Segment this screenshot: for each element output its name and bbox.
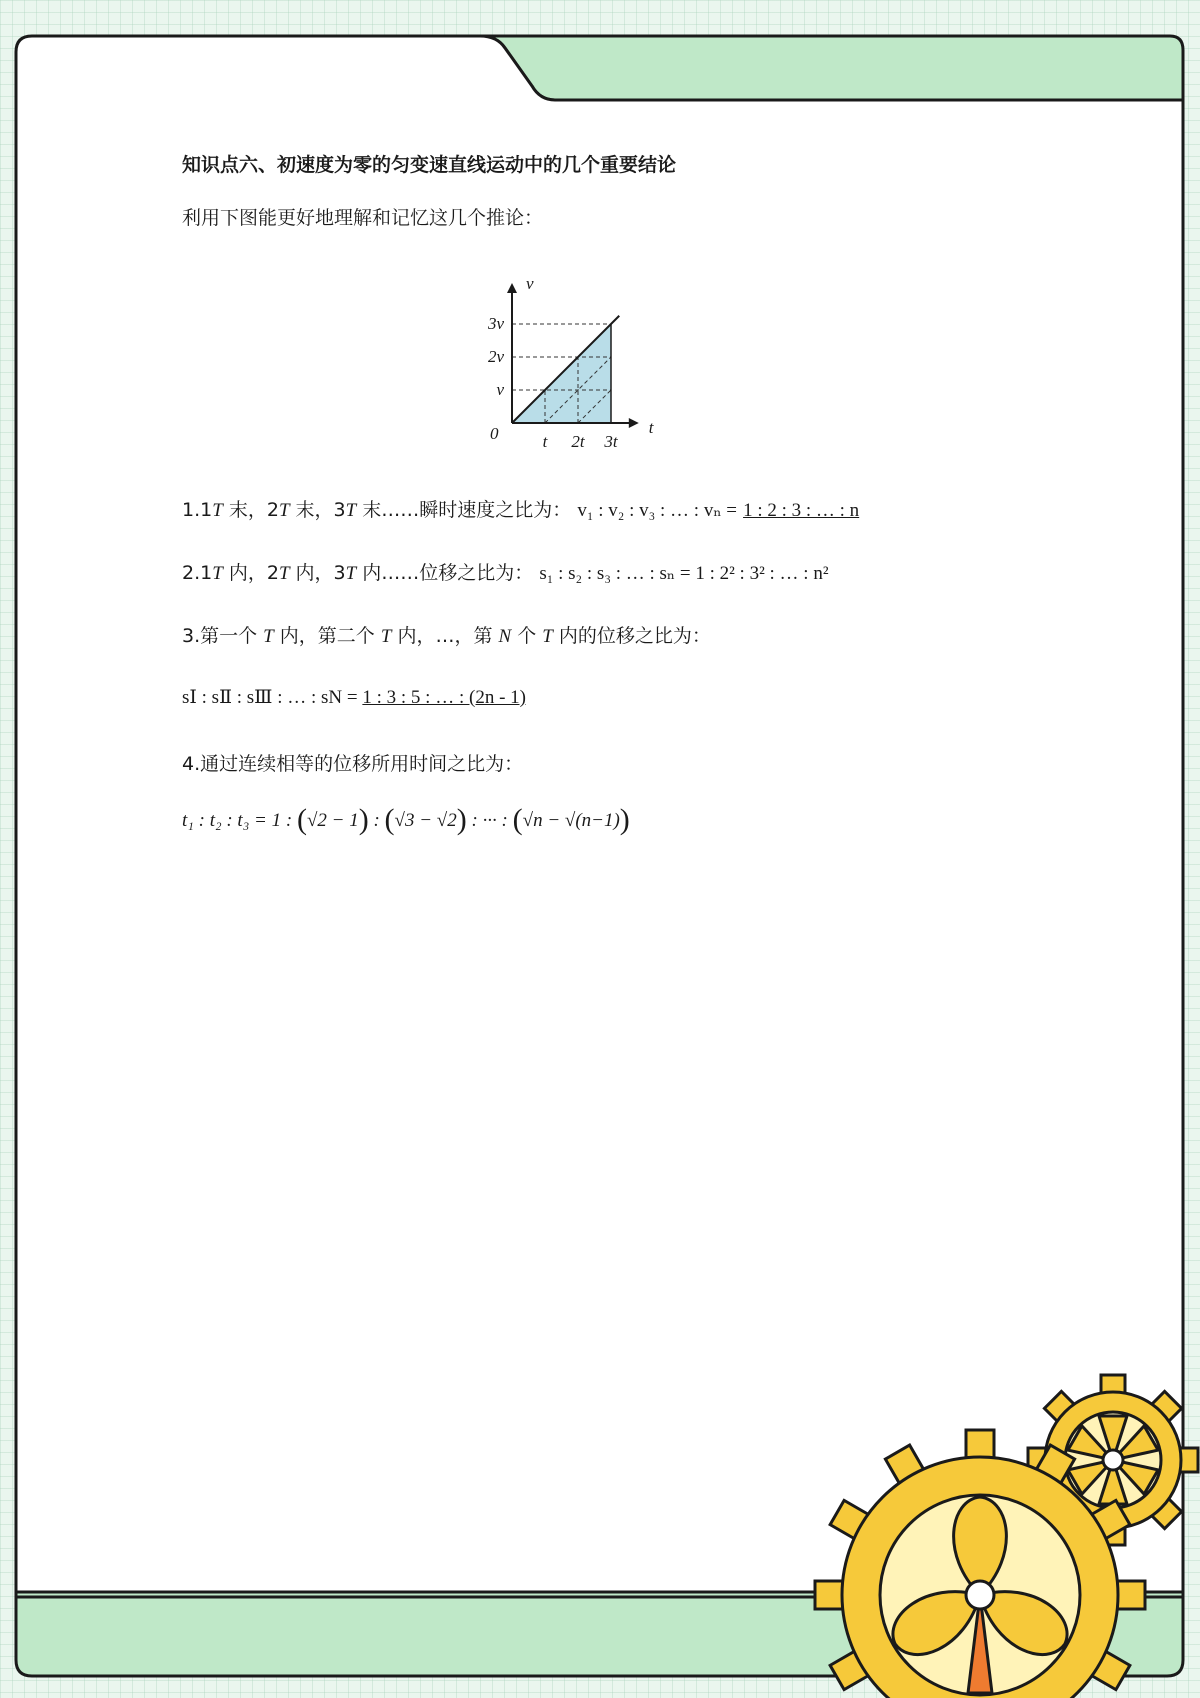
conclusion-1 — [182, 495, 859, 522]
symbol-T: T — [278, 500, 290, 521]
time-ratio-left: t₁ : t₂ : t₃ = 1 : — [182, 810, 293, 831]
conclusion-2-text: 内……位移之比为： — [356, 562, 534, 584]
paren-open: ( — [384, 803, 395, 836]
paren-open: ( — [296, 803, 307, 836]
displacement-ratio-expr: s₁ : s₂ : s₃ : … : sₙ = 1 : 2² : 3² : … : n² — [539, 563, 829, 584]
conclusion-1-text: 末，2 — [222, 499, 279, 521]
x-tick-label: t — [542, 432, 548, 451]
conclusion-3-text: 内，…，第 — [391, 625, 499, 647]
paren-close: ) — [619, 803, 630, 836]
symbol-T: T — [345, 500, 357, 521]
time-ratio-formula: t₁ : t₂ : t₃ = 1 : (√2 − 1) : (√3 − √2) : ··· : (√n − √(n−1)) — [182, 803, 630, 836]
velocity-ratio-expr: v₁ : v₂ : v₃ : … : vₙ = — [577, 500, 738, 521]
paren-close: ) — [456, 803, 467, 836]
time-ratio-separator: : ··· : — [471, 810, 508, 831]
y-axis-arrow — [507, 283, 517, 293]
x-axis-label: t — [648, 418, 654, 437]
conclusion-2 — [182, 558, 829, 585]
conclusion-3-formula — [182, 686, 526, 709]
y-axis-label: v — [526, 275, 534, 293]
conclusion-2-text: 内，3 — [289, 562, 346, 584]
y-tick-label: 2v — [487, 347, 504, 366]
conclusion-2-text: 内，2 — [222, 562, 279, 584]
x-axis-arrow — [629, 418, 639, 428]
x-tick-label: 3t — [604, 432, 618, 451]
time-ratio-term-3: √n − √(n−1) — [522, 810, 620, 831]
y-tick-label: v — [496, 380, 504, 399]
conclusion-1-text: 末，3 — [289, 499, 346, 521]
symbol-N: N — [498, 626, 512, 647]
x-tick-label: 2t — [571, 432, 585, 451]
conclusion-3-text: 内，第二个 — [273, 625, 381, 647]
time-ratio-term-1: √2 − 1 — [306, 810, 359, 831]
interval-displacement-answer: 1 : 3 : 5 : … : (2n - 1) — [362, 687, 526, 708]
conclusion-4: 4.通过连续相等的位移所用时间之比为： — [182, 753, 524, 775]
conclusion-3-text: 内的位移之比为： — [552, 625, 711, 647]
conclusion-1-text: 末……瞬时速度之比为： — [356, 499, 572, 521]
velocity-ratio-answer: 1 : 2 : 3 : … : n — [743, 500, 860, 521]
symbol-T: T — [263, 626, 274, 647]
conclusion-3-text: 3.第一个 — [182, 625, 264, 647]
conclusion-1-lead: 1.1 — [182, 499, 213, 521]
symbol-T: T — [345, 563, 357, 584]
symbol-T: T — [278, 563, 290, 584]
symbol-T: T — [212, 563, 223, 584]
conclusion-3-text: 个 — [511, 625, 543, 647]
paren-close: ) — [358, 803, 369, 836]
conclusion-3 — [182, 621, 711, 648]
symbol-T: T — [212, 500, 223, 521]
time-ratio-term-2: √3 − √2 — [394, 810, 457, 831]
paren-open: ( — [512, 803, 523, 836]
symbol-T: T — [380, 626, 392, 647]
velocity-time-chart — [464, 275, 884, 485]
intro-text: 利用下图能更好地理解和记忆这几个推论： — [182, 207, 544, 229]
section-heading: 知识点六、初速度为零的匀变速直线运动中的几个重要结论 — [182, 154, 677, 176]
origin-label: 0 — [490, 424, 499, 443]
interval-displacement-expr: sⅠ : sⅡ : sⅢ : … : sN = — [182, 687, 358, 708]
y-tick-label: 3v — [487, 314, 504, 333]
conclusion-2-lead: 2.1 — [182, 562, 213, 584]
symbol-T: T — [542, 626, 553, 647]
